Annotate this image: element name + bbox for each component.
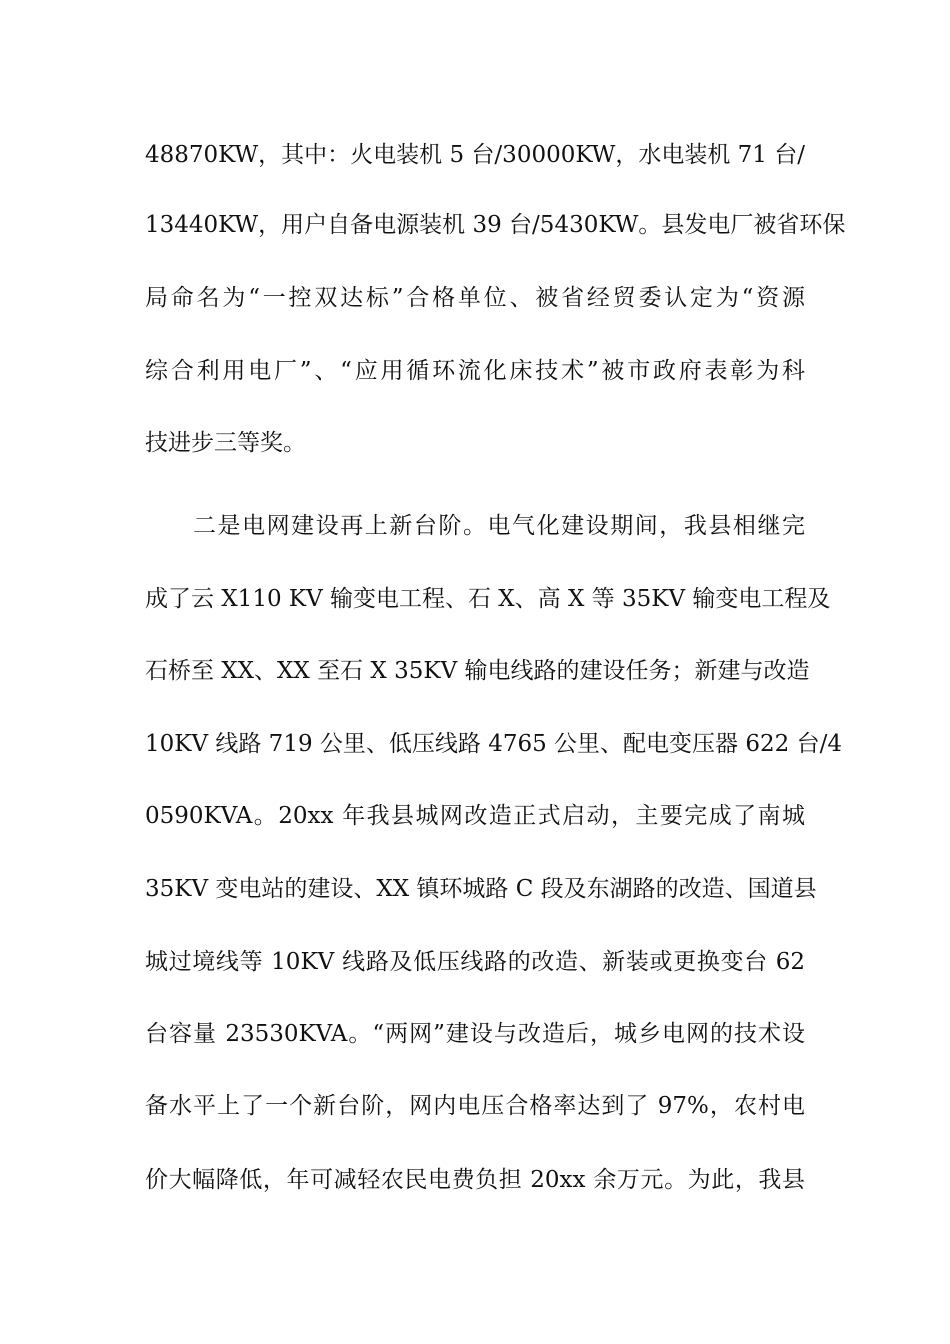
paragraph-1-line-4: 综合利用电厂”、“应用循环流化床技术”被市政府表彰为科	[145, 358, 805, 384]
paragraph-1-line-5: 技进步三等奖。	[145, 430, 306, 456]
paragraph-2-line-1: 二是电网建设再上新台阶。电气化建设期间，我县相继完	[193, 513, 805, 539]
paragraph-2-line-9: 备水平上了一个新台阶，网内电压合格率达到了 97%，农村电	[145, 1093, 805, 1119]
paragraph-1-line-3: 局命名为“一控双达标”合格单位、被省经贸委认定为“资源	[145, 285, 805, 311]
paragraph-1-line-2: 13440KW，用户自备电源装机 39 台/5430KW。县发电厂被省环保	[145, 212, 846, 238]
paragraph-2-line-6: 35KV 变电站的建设、XX 镇环城路 C 段及东湖路的改造、国道县	[145, 876, 817, 902]
paragraph-1-line-1: 48870KW，其中：火电装机 5 台/30000KW，水电装机 71 台/	[145, 142, 805, 168]
paragraph-2-line-7: 城过境线等 10KV 线路及低压线路的改造、新装或更换变台 62	[145, 949, 805, 975]
paragraph-2-line-5: 0590KVA。20xx 年我县城网改造正式启动，主要完成了南城	[145, 803, 805, 829]
paragraph-2-line-2: 成了云 X110 KV 输变电工程、石 X、高 X 等 35KV 输变电工程及	[145, 586, 831, 612]
paragraph-2-line-8: 台容量 23530KVA。“两网”建设与改造后，城乡电网的技术设	[145, 1021, 805, 1047]
paragraph-2-line-3: 石桥至 XX、XX 至石 X 35KV 输电线路的建设任务；新建与改造	[145, 658, 810, 684]
paragraph-2-line-10: 价大幅降低，年可减轻农民电费负担 20xx 余万元。为此，我县	[145, 1167, 805, 1193]
paragraph-2-line-4: 10KV 线路 719 公里、低压线路 4765 公里、配电变压器 622 台/4	[145, 731, 842, 757]
